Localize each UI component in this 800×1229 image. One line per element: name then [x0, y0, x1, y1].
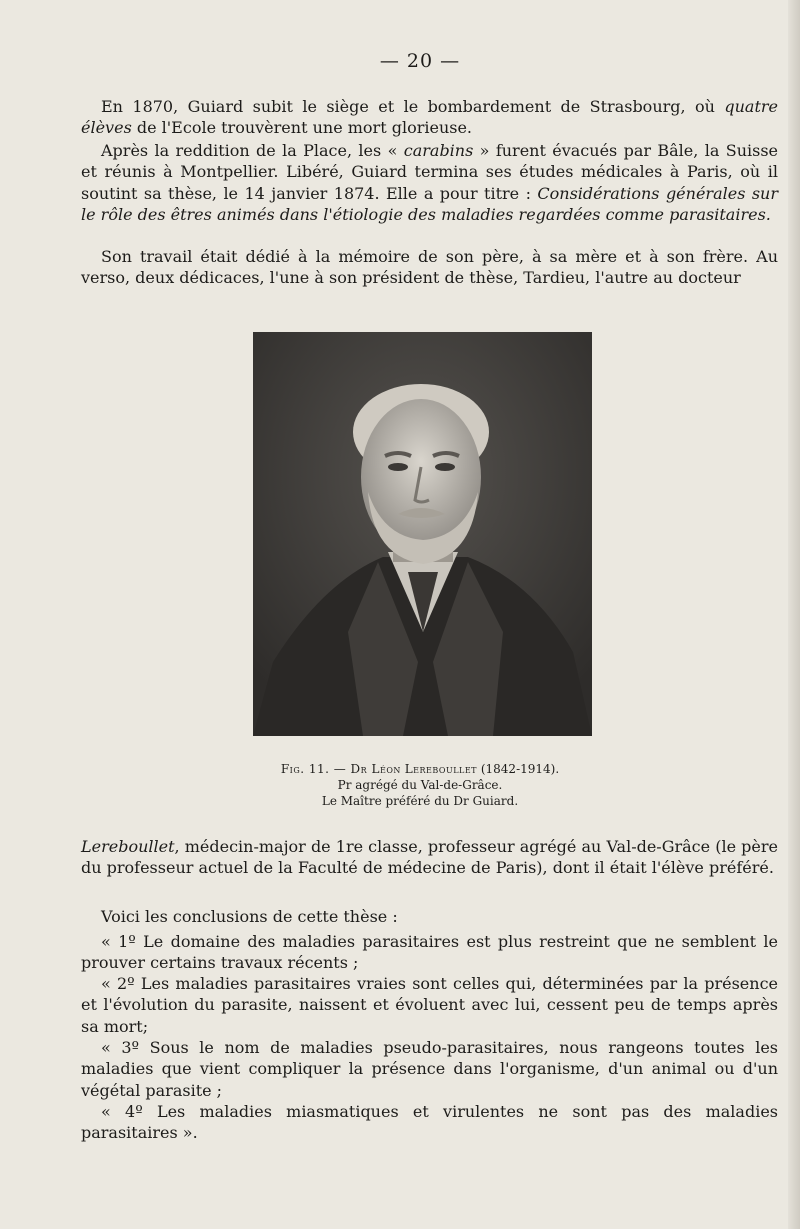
conclusion-2: « 2º Les maladies parasitaires vraies sont celles qui, déterminées par la présence et l'évolution du parasite, naissent et évoluent avec lui, cessent peu de temps après sa mort; — [81, 974, 778, 1036]
figure-caption — [250, 761, 590, 809]
caption-line-1: Fig. 11. — Dr Léon Lereboullet (1842-1914). — [280, 762, 560, 776]
page-number: — 20 — — [379, 50, 461, 72]
caption-line-3: Le Maître préféré du Dr Guiard. — [321, 794, 519, 808]
page-edge — [788, 0, 800, 1229]
paragraph-conclusions-intro: Voici les conclusions de cette thèse : — [101, 907, 398, 926]
paragraph-dedication: Son travail était dédié à la mémoire de son père, à sa mère et à son frère. Au verso, deux dédicaces, l'une à son président de thèse, Tardieu, l'autre au docteur — [81, 247, 778, 288]
conclusion-3: « 3º Sous le nom de maladies pseudo-parasitaires, nous rangeons toutes les maladies que vient compliquer la présence dans l'organisme, d'un animal ou d'un végétal parasite ; — [81, 1038, 778, 1100]
paragraph-lereboullet: Lereboullet, médecin-major de 1re classe, professeur agrégé au Val-de-Grâce (le père du professeur actuel de la Faculté de médecine de Paris), dont il était l'élève préféré. — [81, 837, 778, 878]
caption-line-2: Pr agrégé du Val-de-Grâce. — [337, 778, 503, 792]
portrait-photo — [253, 332, 592, 736]
conclusion-4: « 4º Les maladies miasmatiques et virulentes ne sont pas des maladies parasitaires ». — [81, 1102, 778, 1143]
paragraph-thesis: Après la reddition de la Place, les « carabins » furent évacués par Bâle, la Suisse et réunis à Montpellier. Libéré, Guiard termina ses études médicales à Paris, où il soutint sa thèse, le 14 janvier 1874. Elle a pour titre : Considérations générales sur le rôle des êtres animés dans l'étiologie des maladies regardées comme parasitaires. — [81, 141, 779, 224]
conclusion-1: « 1º Le domaine des maladies parasitaires est plus restreint que ne semblent le prouver certains travaux récents ; — [81, 932, 778, 973]
portrait-illustration — [253, 332, 592, 736]
paragraph-siege: En 1870, Guiard subit le siège et le bombardement de Strasbourg, où quatre élèves de l'Ecole trouvèrent une mort glorieuse. — [81, 97, 778, 138]
